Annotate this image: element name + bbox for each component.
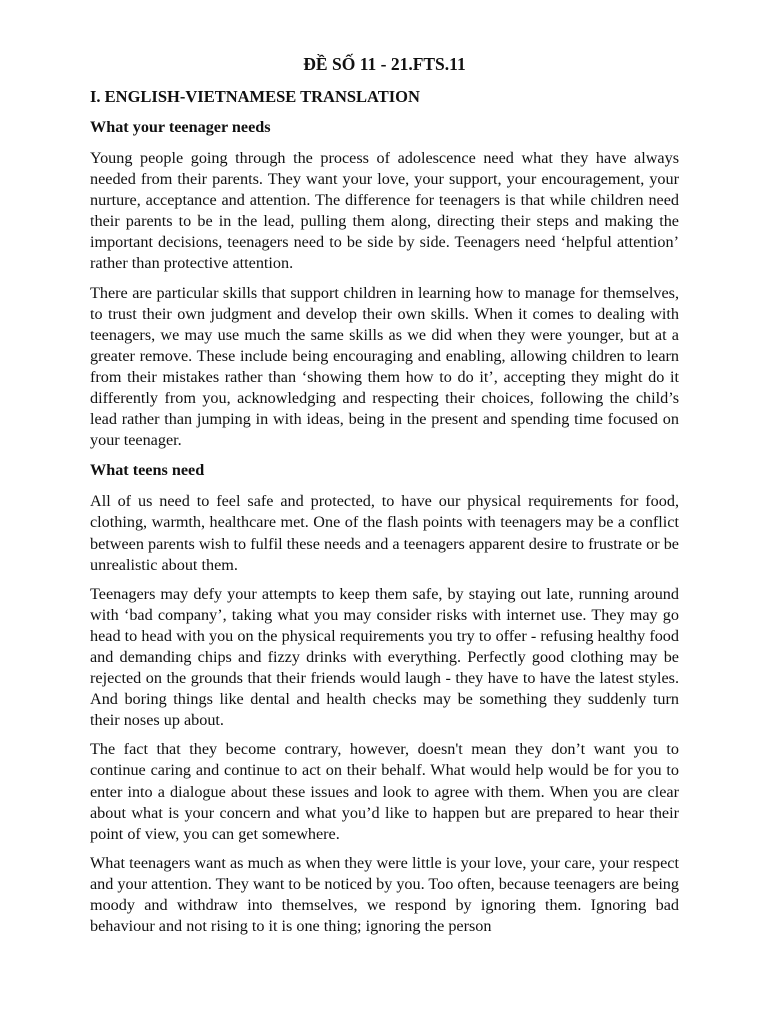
document-body bbox=[90, 116, 679, 937]
paragraph: Teenagers may defy your attempts to keep them safe, by staying out late, running around with ‘bad company’, taking what you may consider risks with internet use. They may go head to head with you on the physical requirements you try to offer - refusing healthy food and demanding chips and fizzy drinks with everything. Perfectly good clothing may be rejected on the grounds that their friends would laugh - they have to have the latest styles. And boring things like dental and health checks may be something they suddenly turn their noses up about. bbox=[90, 584, 679, 730]
paragraph: Young people going through the process of adolescence need what they have always needed from their parents. They want your love, your support, your encouragement, your nurture, acceptance and attention. The difference for teenagers is that while children need their parents to be in the lead, pulling them along, directing their steps and making the important decisions, teenagers need to be side by side. Teenagers need ‘helpful attention’ rather than protective attention. bbox=[90, 149, 679, 273]
sub-heading: What teens need bbox=[90, 461, 205, 480]
document-title: ĐỀ SỐ 11 - 21.FTS.11 bbox=[303, 54, 466, 74]
document-page bbox=[90, 52, 679, 945]
sub-heading: What your teenager needs bbox=[90, 118, 271, 136]
paragraph: There are particular skills that support children in learning how to manage for themselves, to trust their own judgment and develop their own skills. When it comes to dealing with teenagers, we may use much the same skills as we did when they were younger, but at a greater remove. These include being encouraging and enabling, allowing children to learn from their mistakes rather than ‘showing them how to do it’, accepting they might do it differently from you, acknowledging and respecting their choices, following the child’s lead rather than jumping in with ideas, being in the present and spending time focused on your teenager. bbox=[90, 283, 679, 450]
paragraph: All of us need to feel safe and protected, to have our physical requirements for food, clothing, warmth, healthcare met. One of the flash points with teenagers may be a conflict between parents wish to fulfil these needs and a teenagers apparent desire to frustrate or be unrealistic about them. bbox=[90, 492, 679, 574]
paragraph: The fact that they become contrary, however, doesn't mean they don’t want you to continue caring and continue to act on their behalf. What would help would be for you to enter into a dialogue about these issues and look to agree with them. When you are clear about what is your concern and what you’d like to happen but are prepared to hear their point of view, you can get somewhere. bbox=[90, 740, 679, 843]
paragraph: What teenagers want as much as when they were little is your love, your care, your respect and your attention. They want to be noticed by you. Too often, because teenagers are being moody and withdraw into themselves, we respond by ignoring them. Ignoring bad behaviour and not rising to it is one thing; ignoring the person bbox=[90, 853, 679, 936]
section-heading: I. ENGLISH-VIETNAMESE TRANSLATION bbox=[90, 87, 420, 106]
